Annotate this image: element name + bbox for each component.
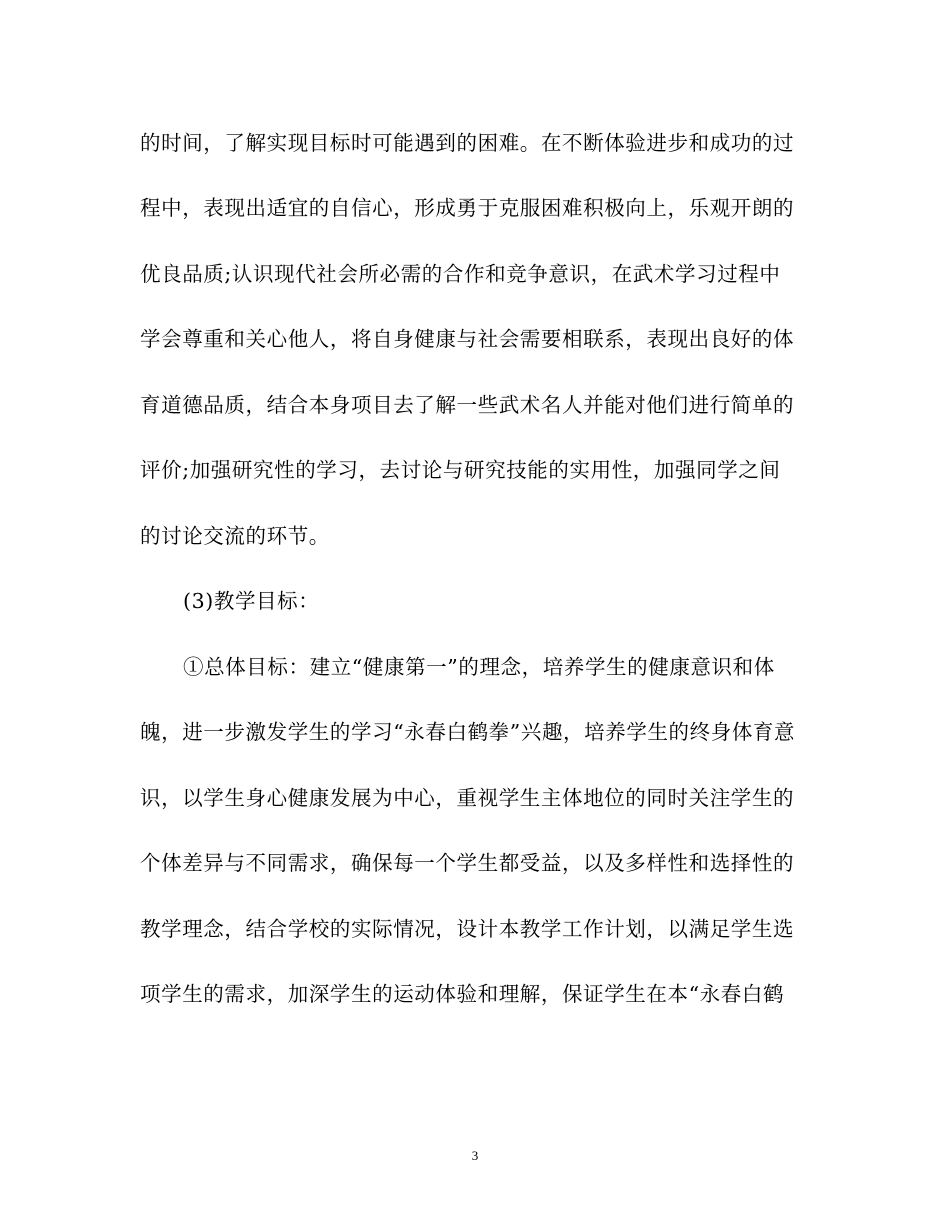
paragraph-line: 教学理念，结合学校的实际情况，设计本教学工作计划，以满足学生选 [140,917,795,941]
section-heading: (3)教学目标： [183,589,320,613]
paragraph-line: 项学生的需求，加深学生的运动体验和理解，保证学生在本“永春白鹤 [140,982,785,1006]
paragraph-line: 个体差异与不同需求，确保每一个学生都受益，以及多样性和选择性的 [140,851,795,875]
page-number: 3 [471,1148,479,1163]
paragraph-line: 学会尊重和关心他人，将自身健康与社会需要相联系，表现出良好的体 [140,327,795,351]
paragraph-line: 程中，表现出适宜的自信心，形成勇于克服困难积极向上，乐观开朗的 [140,196,795,220]
paragraph-line: 育道德品质，结合本身项目去了解一些武术名人并能对他们进行简单的 [140,393,795,417]
paragraph-line: 的时间，了解实现目标时可能遇到的困难。在不断体验进步和成功的过 [140,131,795,155]
paragraph-line: 魄，进一步激发学生的学习“永春白鹤拳”兴趣，培养学生的终身体育意 [140,720,796,744]
paragraph-line: 评价;加强研究性的学习，去讨论与研究技能的实用性，加强同学之间 [140,458,781,482]
paragraph-line: 优良品质;认识现代社会所必需的合作和竞争意识，在武术学习过程中 [140,262,781,286]
paragraph-line: ①总体目标：建立“健康第一”的理念，培养学生的健康意识和体 [183,655,775,679]
paragraph-line: 的讨论交流的环节。 [140,524,330,548]
paragraph-line: 识，以学生身心健康发展为中心，重视学生主体地位的同时关注学生的 [140,786,795,810]
